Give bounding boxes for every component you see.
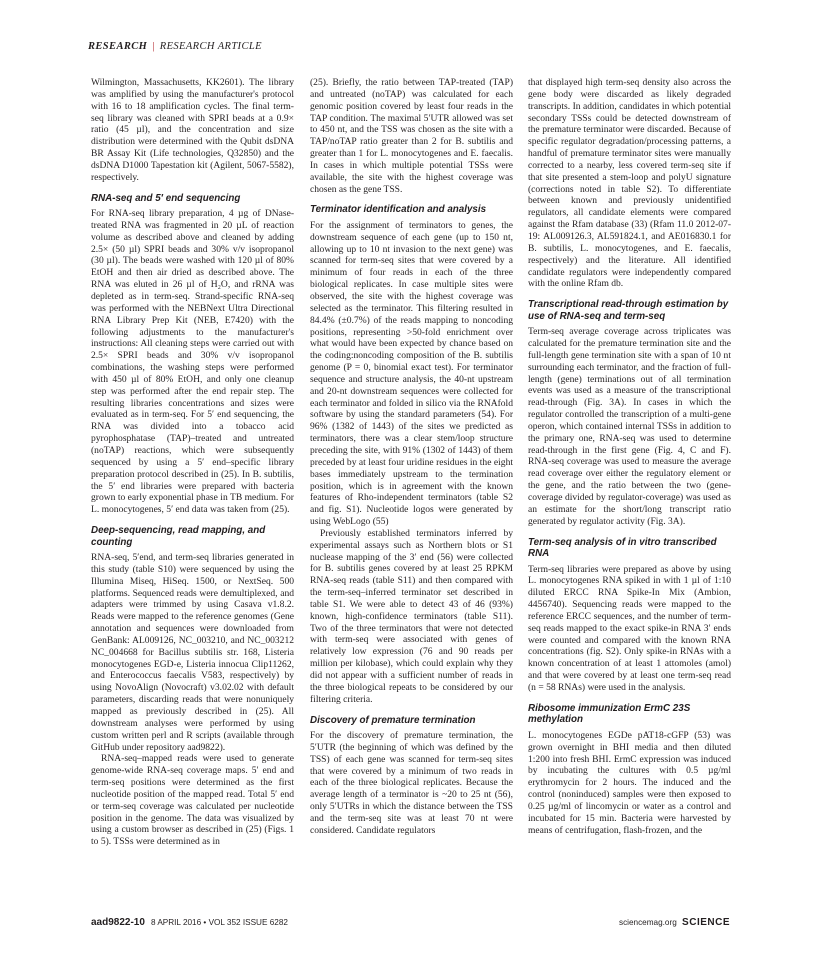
section-heading: Discovery of premature termination: [310, 714, 476, 726]
paragraph: For the assignment of terminators to genes, the downstream sequence of each gene (up to 150 nt, allowing up to 10 nt invasion to the next gene) was scanned for term-seq sites that were covered by a minimum of four reads in each of the three biological replicates. In case multiple sites were observed, the site with the highest coverage was selected as the terminator. This filtering resulted in 84.4% (±0.7%) of the reads mapping to noncoding positions, representing >50-fold enrichment over what would have been expected by chance based on the coding:noncoding composition of the B. subtilis genome (P = 0, binomial exact test). For terminator sequence and structure analysis, the 40-nt upstream and 20-nt downstream sequences were collected for each terminator and folded in silico via the RNAfold software by using the standard parameters (54). For 96% (1382 of 1443) of the sites we predicted as terminators, there was a clear stem/loop structure preceding the site, with 91% (1302 of 1443) of them preceded by at least four uridine residues in the eight bases immediately upstream to the termination position, which is in agreement with the known features of Rho-independent terminators (table S2 and fig. S1). Nucleotide logos were generated by using WebLogo (55): [310, 219, 513, 528]
paragraph: Wilmington, Massachusetts, KK2601). The library was amplified by using the manufacturer's protocol with 16 to 18 amplification cycles. The final term-seq library was cleaned with SPRI beads at a 0.9× ratio (45 µl), and the concentration and size distribution were determined with the Qubit dsDNA BR Assay Kit (Life technologies, Q32850) and the dsDNA D1000 Tapestation kit (Agilent, 5067-5582), respectively.: [91, 77, 294, 183]
paragraph: L. monocytogenes EGDe pAT18-cGFP (53) was grown overnight in BHI media and then diluted 1:200 into fresh BHI. ErmC expression was induced by incubating the cultures with 0.5 µg/ml erythromycin for 2 hours. The induced and the control (noninduced) samples were then exposed to 0.25 µg/ml of lincomycin or water as a control and incubated for 15 min. Bacteria were harvested by means of centrifugation, flash-frozen, and the: [528, 729, 731, 836]
text-column-3: [528, 77, 731, 836]
header-separator: |: [152, 41, 155, 52]
paragraph: Previously established terminators inferred by experimental assays such as Northern blots or S1 nuclease mapping of the 3′ end (56) were collected for B. subtilis genes covered by at least 25 RPKM RNA-seq reads (table S11) and then compared with the term-seq–inferred terminator set described in table S1. We were able to detect 43 of 46 (93%) known, high-confidence terminators (table S11). Two of the three terminators that were not detected with term-seq were associated with genes of relatively low expression (76 and 90 reads per million per kilobase), which could explain why they did not appear with a sufficient number of reads in the three biological repeats to be considered by our filtering criteria.: [310, 527, 513, 705]
section-heading: Deep-sequencing, read mapping, and counting: [91, 525, 266, 548]
text-column-2: [310, 77, 513, 837]
section-heading: Term-seq analysis of in vitro transcribed RNA: [528, 536, 717, 560]
section-label: RESEARCH: [88, 41, 148, 52]
section-heading: Ribosome immunization ErmC 23S methylation: [528, 702, 691, 726]
article-code: aad9822-10: [91, 917, 145, 928]
subsection-label: RESEARCH ARTICLE: [159, 41, 262, 52]
paragraph: RNA-seq, 5′end, and term-seq libraries generated in this study (table S10) were sequenced by using the Illumina Miseq, HiSeq. 1500, or NextSeq. 500 platforms. Sequenced reads were demultiplexed, and adapters were trimmed by using Casava v1.8.2. Reads were mapped to the reference genomes (Gene annotation and sequences were downloaded from GenBank: AL009126, NC_003210, and NC_003212 NC_004668 for Bacillus subtilis str. 168, Listeria monocytogenes EGD-e, Listeria innocua Clip11262, and Enterococcus faecalis V583, respectively) by using NovoAlign (Novocraft) v3.02.02 with default parameters, discarding reads that were nonuniquely mapped as previously described in (25). All downstream analyses were performed by using custom written perl and R scripts (available through GitHub under repository aad9822).: [91, 552, 294, 753]
footer-left: [91, 917, 288, 928]
section-heading: Transcriptional read-through estimation by use of RNA-seq and term-seq: [528, 299, 729, 322]
paragraph: For RNA-seq library preparation, 4 µg of DNase-treated RNA was fragmented in 20 µL of reaction volume as described above and cleaned by adding 2.5× (50 µl) SPRI beads and 30% v/v isopropanol (30 µl). The beads were washed with 120 µl of 80% EtOH and then air dried as described above. The RNA was eluted in 26 µl of H₂O, and rRNA was depleted as in term-seq. Strand-specific RNA-seq was performed with the NEBNext Ultra Directional RNA Library Prep Kit (NEB, E7420) with the following adjustments to the manufacturer's instructions: All cleaning steps were carried out with 2.5× SPRI beads and 30% v/v isopropanol combinations, the washing steps were performed with 450 µl of 80% EtOH, and only one cleanup step was performed after the end repair step. The resulting libraries concentrations and sizes were evaluated as in term-seq. For 5′ end sequencing, the RNA was divided into a tobacco acid pyrophosphatase (TAP)–treated and untreated (noTAP) reactions, which were subsequently sequenced by using a 5′ end–specific library preparation protocol described in (25). In B. subtilis, the 5′ end libraries were prepared with bacteria grown to early exponential phase in TB medium. For L. monocytogenes, 5′ end data was taken from (25).: [91, 208, 294, 516]
text-column-1: [91, 77, 294, 848]
paragraph: that displayed high term-seq density also across the gene body were discarded as likely degraded transcripts. In addition, candidates in which potential secondary TSSs could be detected downstream of the premature terminator were discarded. Because of specific regulator degradation/processing patterns, a handful of premature terminator sites were manually corrected to a nearby, less covered term-seq site if that site presented a stem-loop and polyU signature (corrections noted in table S2). To differentiate between known and previously unidentified regulators, all candidate elements were compared against the Rfam database (33) (Rfam 11.0 2012-07-19: AL009126.3, AL591824.1, and AE016830.1 for B. subtilis, L. monocytogenes, and E. faecalis, respectively) and the literature. All identified candidate regulators were independently compared with the online Rfam db.: [528, 77, 731, 290]
site-url: sciencemag.org: [618, 918, 677, 927]
section-heading: RNA-seq and 5′ end sequencing: [91, 192, 241, 204]
paragraph: For the discovery of premature termination, the 5′UTR (the beginning of which was defined by the TSS) of each gene was scanned for term-seq sites that were covered by a minimum of two reads in each of the three biological replicates. Because the average length of a terminator is ~20 to 25 nt (56), only 5′UTRs in which the distance between the TSS and the term-seq site was at least 70 nt were considered. Candidate regulators: [310, 730, 513, 836]
footer-right: [619, 917, 730, 928]
paragraph: Term-seq libraries were prepared as above by using L. monocytogenes RNA spiked in with 1 µl of 1:10 diluted ERCC RNA Spike-In Mix (Ambion, 4456740). Sequencing reads were mapped to the reference ERCC sequences, and the number of term-seq reads mapped to the exact spike-in RNA 3′ ends were counted and compared with the known RNA concentrations (fig. S2). Only spike-in RNAs with a known concentration of at least 1 attomoles (amol) and that were covered by at least one term-seq read (n = 58 RNAs) were used in the analysis.: [528, 563, 731, 693]
paragraph: (25). Briefly, the ratio between TAP-treated (TAP) and untreated (noTAP) was calculated for each genomic position covered by least four reads in the TAP condition. The maximal 5′UTR allowed was set to 450 nt, and the TSS was chosen as the site with a TAP/noTAP ratio greater than 2 for B. subtilis and greater than 1 for L. monocytogenes and E. faecalis. In cases in which multiple potential TSSs were available, the site with the highest coverage was chosen as the gene TSS.: [310, 77, 513, 195]
paragraph: RNA-seq–mapped reads were used to generate genome-wide RNA-seq coverage maps. 5′ end and term-seq positions were determined as the first nucleotide position of the mapped read. Total 5′ end or term-seq coverage was calculated per nucleotide position in the genome. The data was visualized by using a custom browser as described in (25) (Figs. 1 to 5). TSSs were determined as in: [91, 753, 294, 848]
journal-name: SCIENCE: [682, 917, 730, 928]
section-heading: Terminator identification and analysis: [310, 204, 487, 216]
running-header: [88, 41, 262, 52]
issue-info: 8 APRIL 2016 • VOL 352 ISSUE 6282: [150, 918, 288, 927]
paragraph: Term-seq average coverage across triplicates was calculated for the premature termination site and the full-length gene termination site with a span of 10 nt surrounding each terminator, and the fraction of full-length (gene) terminations out of all termination events was used as a measure of the transcriptional read-through (Fig. 3A). In cases in which the regulator controlled the transcription of a multi-gene operon, which contained internal TSSs in addition to the primary one, RNA-seq was used to determine read-through in the first gene (Fig. 4, C and F). RNA-seq coverage was used to measure the average read coverage over either the regulatory element or the gene, and the ratio between the two (gene-coverage divided by regulator-coverage) was used as an estimate for the short/long transcript ratio generated by regulator activity (Fig. 3A).: [528, 326, 731, 527]
